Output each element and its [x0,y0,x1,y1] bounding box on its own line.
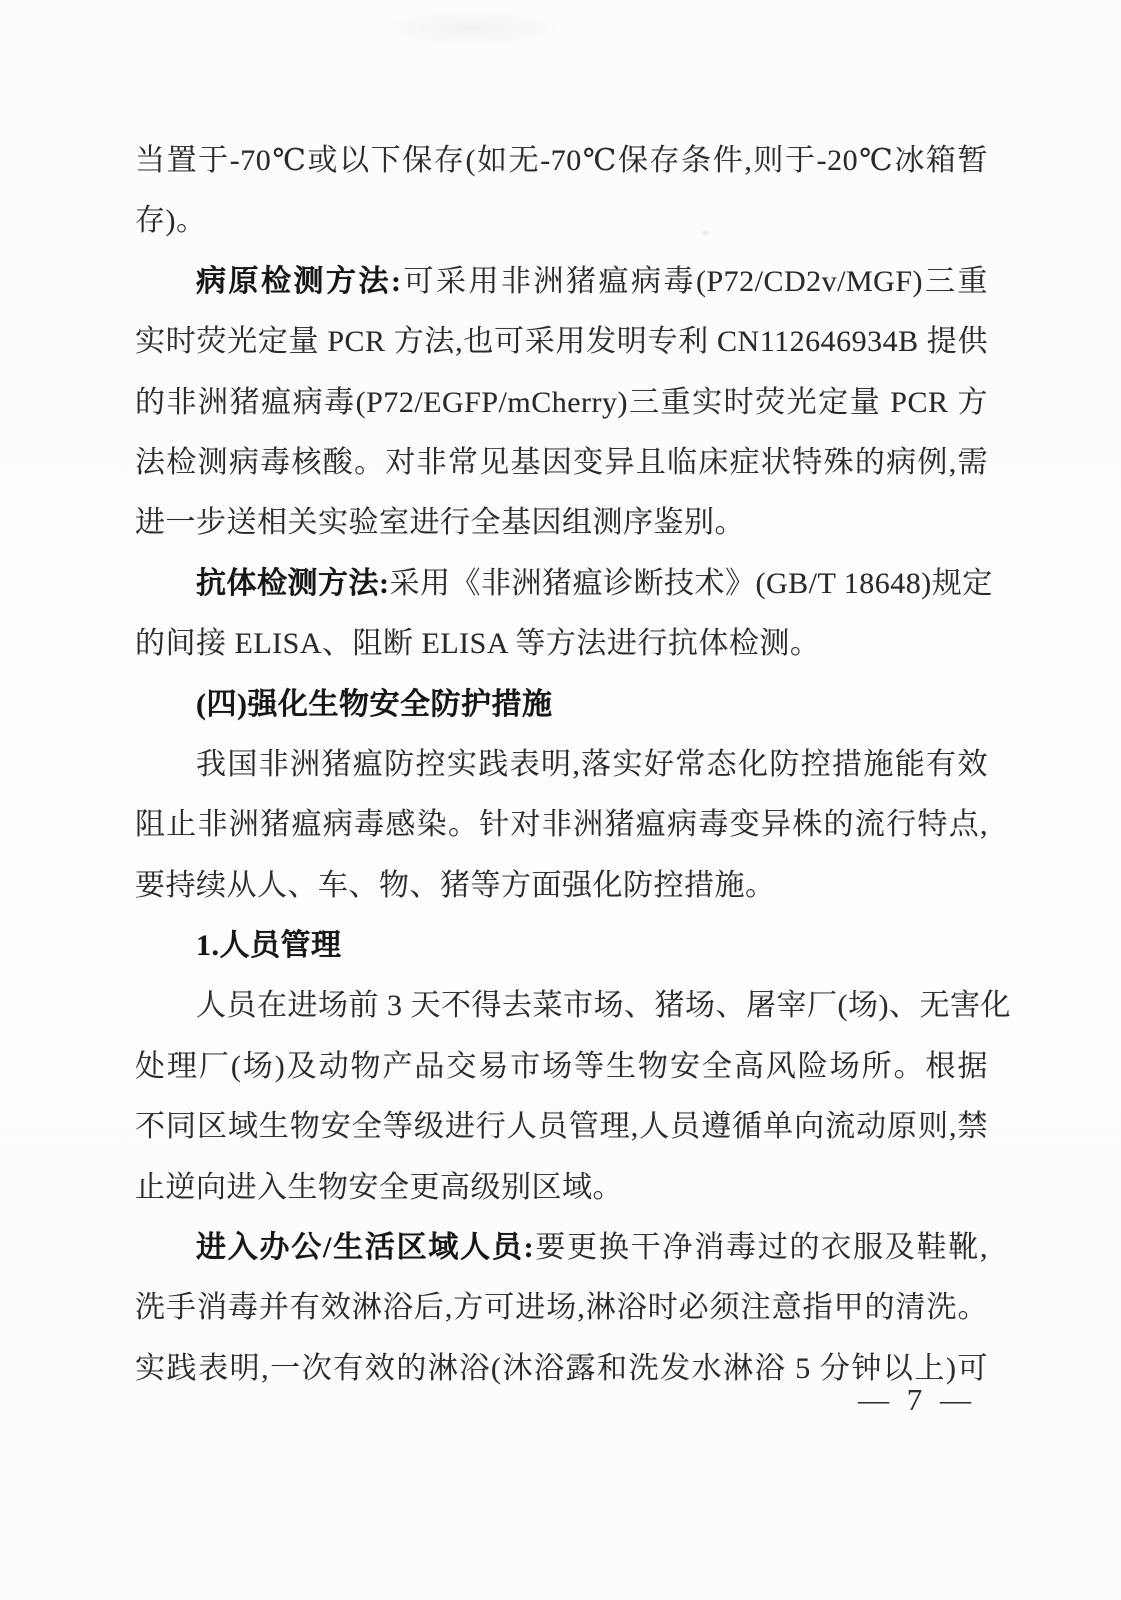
text-line [135,493,988,553]
bold-run-in-heading: 1.人员管理 [196,929,342,963]
text-line [135,373,988,433]
line-text: 的间接 ELISA、阻断 ELISA 等方法进行抗体检测。 [135,627,821,661]
line-text: 可采用非洲猪瘟病毒(P72/CD2v/MGF)三重 [401,264,988,298]
line-text: 阻止非洲猪瘟病毒感染。针对非洲猪瘟病毒变异株的流行特点, [135,808,988,842]
text-line [135,312,988,372]
text-line [135,191,988,251]
text-line [135,1278,988,1338]
text-line [135,1097,988,1157]
bold-run-in-heading: 进入办公/生活区域人员: [196,1231,535,1265]
bold-run-in-heading: 抗体检测方法: [196,566,390,600]
text-line [135,976,1011,1036]
text-line [135,856,988,916]
text-line [135,1037,988,1097]
line-text: 止逆向进入生物安全更高级别区域。 [135,1170,623,1204]
text-line [135,795,988,855]
text-line [135,554,993,614]
line-text: 实时荧光定量 PCR 方法,也可采用发明专利 CN112646934B 提供 [135,325,988,359]
text-line [135,252,988,312]
line-text: 洗手消毒并有效淋浴后,方可进场,淋浴时必须注意指甲的清洗。 [135,1291,988,1325]
text-line [135,131,988,191]
text-line [135,916,988,976]
line-text: 人员在进场前 3 天不得去菜市场、猪场、屠宰厂(场)、无害化 [196,989,1011,1023]
line-text: 存)。 [135,204,207,238]
line-text: 法检测病毒核酸。对非常见基因变异且临床症状特殊的病例,需 [135,445,988,479]
line-text: 我国非洲猪瘟防控实践表明,落实好常态化防控措施能有效 [196,747,988,781]
line-text: 的非洲猪瘟病毒(P72/EGFP/mCherry)三重实时荧光定量 PCR 方 [135,385,988,419]
line-text: 当置于-70℃或以下保存(如无-70℃保存条件,则于-20℃冰箱暂 [135,144,988,177]
text-line [135,614,988,674]
bold-run-in-heading: (四)强化生物安全防护措施 [196,687,553,721]
text-line [135,675,988,735]
line-text: 采用《非洲猪瘟诊断技术》(GB/T 18648)规定 [389,566,993,600]
line-text: 要持续从人、车、物、猪等方面强化防控措施。 [135,868,776,902]
text-line [135,735,988,795]
text-line [135,1218,988,1278]
line-text: 实践表明,一次有效的淋浴(沐浴露和洗发水淋浴 5 分钟以上)可 [135,1351,988,1385]
line-text: 要更换干净消毒过的衣服及鞋靴, [534,1231,989,1265]
text-line [135,1158,988,1218]
line-text: 不同区域生物安全等级进行人员管理,人员遵循单向流动原则,禁 [135,1110,988,1144]
text-line [135,433,988,493]
document-body [135,131,1011,1399]
bold-run-in-heading: 病原检测方法: [196,264,402,298]
page-number: — 7 — [858,1382,973,1417]
line-text: 进一步送相关实验室进行全基因组测序鉴别。 [135,506,745,540]
line-text: 处理厂(场)及动物产品交易市场等生物安全高风险场所。根据 [135,1049,988,1083]
